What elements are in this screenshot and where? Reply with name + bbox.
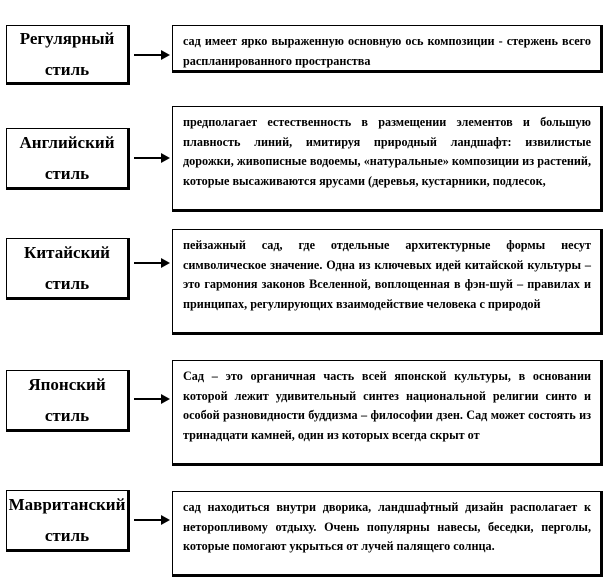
connector-arrow: [134, 515, 170, 525]
description-box-japanese: [172, 360, 603, 466]
connector-arrow: [134, 153, 170, 163]
description-box-english: [172, 106, 603, 212]
description-box-moorish: [172, 491, 603, 577]
style-label: Мавританский стиль: [8, 495, 126, 545]
description-text: сад находиться внутри дворика, ландшафтный дизайн располагает к неторопливому отдыху. Очень популярны навесы, беседки, перголы, которые помогают укрыться от лучей палящего солнца.: [183, 500, 591, 553]
description-text: пейзажный сад, где отдельные архитектурные формы несут символическое значение. Одна из ключевых идей китайской культуры – это гармония законов Вселенной, воплощенная в фэн-шуй – правилах и принципах, регулирующих взаимодействие человека с природой: [183, 238, 591, 311]
style-label: Регулярный стиль: [19, 29, 115, 79]
style-box-moorish: [6, 490, 130, 552]
style-label: Японский стиль: [28, 375, 106, 425]
description-text: Сад – это органичная часть всей японской культуры, в основании которой лежит удивительный синтез национальной религии синто и особой разновидности буддизма – философии дзен. Сад может состоять из тринадцати камней, один из которых всегда скрыт от: [183, 369, 591, 442]
description-box-regular: [172, 25, 603, 73]
style-label: Английский стиль: [19, 133, 115, 183]
connector-arrow: [134, 50, 170, 60]
style-box-english: [6, 128, 130, 190]
style-box-chinese: [6, 238, 130, 300]
description-text: сад имеет ярко выраженную основную ось композиции - стержень всего распланированного пространства: [183, 34, 591, 68]
connector-arrow: [134, 394, 170, 404]
style-label: Китайский стиль: [24, 243, 110, 293]
description-box-chinese: [172, 229, 603, 335]
description-text: предполагает естественность в размещении элементов и большую плавность линий, имитируя природный ландшафт: извилистые дорожки, живописные водоемы, «натуральные» композиции из растений, которые высаживаются ярусами (деревья, кустарники, подлесок,: [183, 115, 591, 188]
style-box-japanese: [6, 370, 130, 432]
connector-arrow: [134, 258, 170, 268]
style-box-regular: [6, 25, 130, 85]
